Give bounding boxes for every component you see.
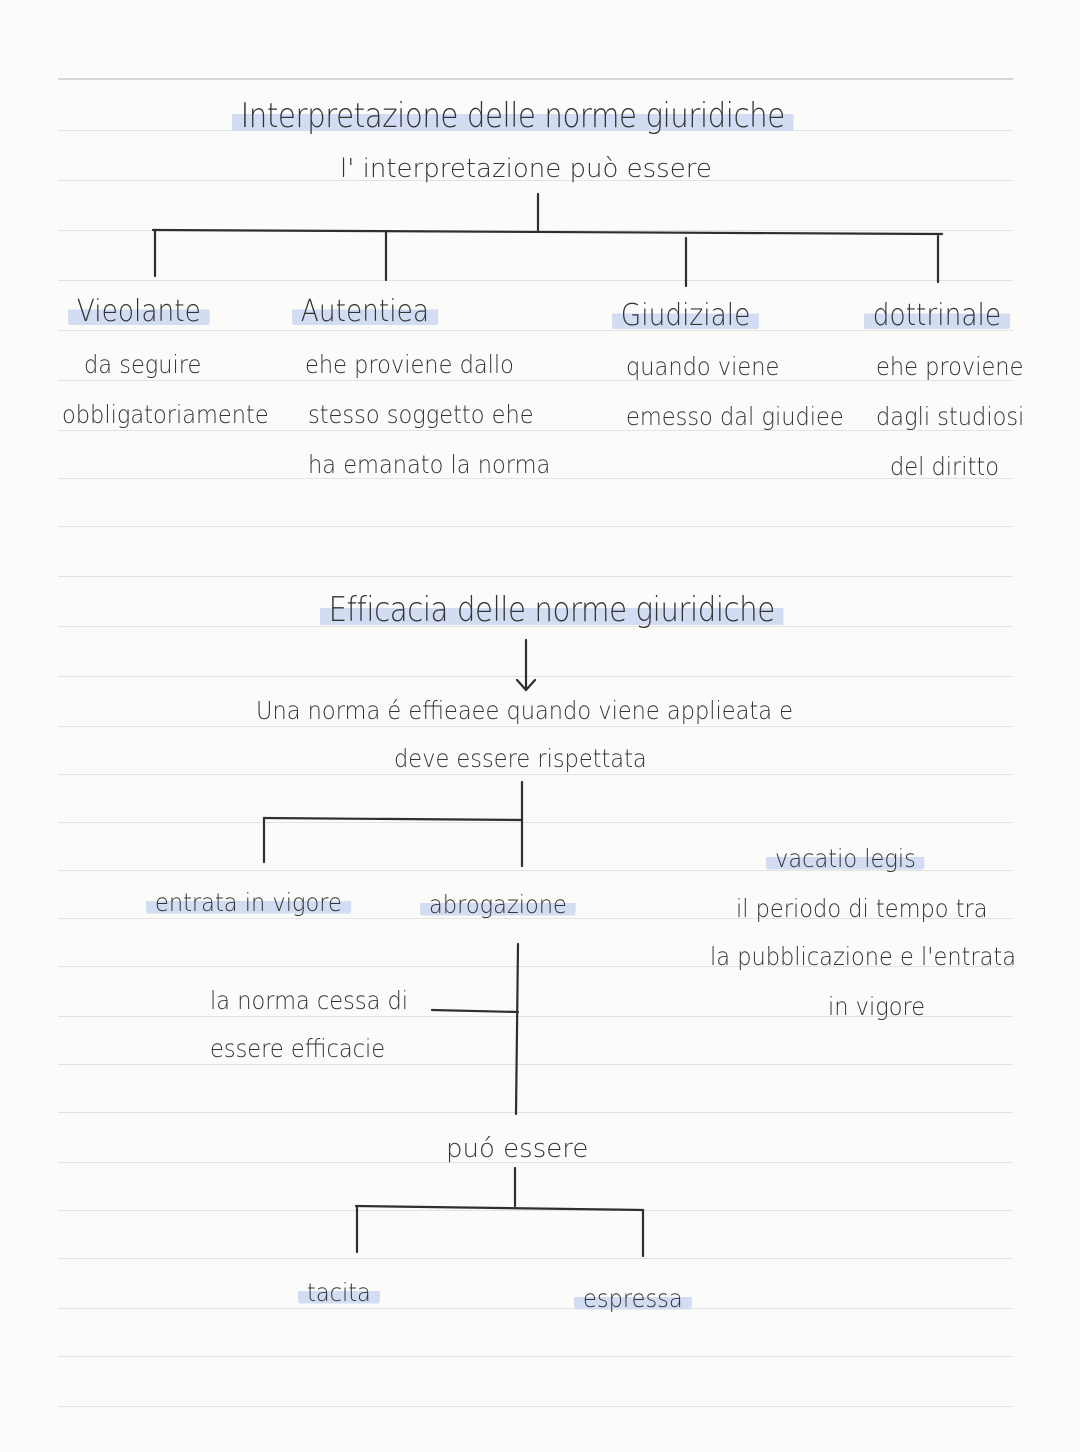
type-label-giudiziale	[612, 298, 759, 333]
cessa-line: la norma cessa di	[210, 986, 409, 1015]
type-desc-line: dagli studiosi	[876, 402, 1025, 431]
vacatio-legis-label	[766, 844, 925, 873]
vacatio-desc-line: in vigore	[828, 992, 926, 1021]
section1-title	[232, 96, 793, 136]
type-desc-line: ehe proviene dallo	[305, 350, 514, 379]
connector-line	[356, 1206, 643, 1210]
definition-line: Una norma é effieaee quando viene applieata e	[256, 696, 794, 725]
vacatio-desc-line: la pubblicazione e l'entrata	[710, 942, 1017, 971]
section1-title-text: Interpretazione delle norme giuridiche	[232, 96, 793, 136]
type-label-text: Vieolante	[68, 294, 210, 329]
entrata-in-vigore-label	[146, 888, 351, 917]
type-desc-line: ehe proviene	[876, 352, 1024, 381]
type-desc-line: quando viene	[626, 352, 780, 381]
type-desc-line: stesso soggetto ehe	[308, 400, 534, 429]
section2-title-text: Efficacia delle norme giuridiche	[320, 590, 783, 630]
espressa-text: espressa	[574, 1284, 692, 1313]
type-label-text: dottrinale	[864, 298, 1010, 333]
entrata-text: entrata in vigore	[146, 888, 351, 917]
connector-line	[516, 944, 518, 1114]
cessa-line: essere efficacie	[210, 1034, 386, 1063]
abrogazione-label	[420, 890, 576, 919]
espressa-label	[574, 1284, 692, 1313]
vacatio-desc-line: il periodo di tempo tra	[736, 894, 988, 923]
type-label-autentiea	[292, 294, 438, 329]
type-desc-line: del diritto	[890, 452, 999, 481]
type-desc-line: emesso dal giudiee	[626, 402, 844, 431]
puo-essere-label: puó essere	[446, 1134, 589, 1164]
type-label-vieolante	[68, 294, 210, 329]
section2-title	[320, 590, 783, 630]
vacatio-text: vacatio legis	[766, 844, 925, 873]
type-label-text: Giudiziale	[612, 298, 759, 333]
type-label-text: Autentiea	[292, 294, 438, 329]
connector-line	[153, 230, 942, 234]
tacita-text: tacita	[298, 1278, 380, 1307]
connector-line	[432, 1010, 518, 1012]
type-desc-line: obbligatoriamente	[62, 400, 269, 429]
type-desc-line: ha emanato la norma	[308, 450, 551, 479]
type-desc-line: da seguire	[84, 350, 202, 379]
abrogazione-text: abrogazione	[420, 890, 576, 919]
connector-line	[264, 818, 522, 820]
definition-line: deve essere rispettata	[394, 744, 647, 773]
type-label-dottrinale	[864, 298, 1010, 333]
tacita-label	[298, 1278, 380, 1307]
section1-subtitle: l' interpretazione può essere	[340, 154, 712, 184]
